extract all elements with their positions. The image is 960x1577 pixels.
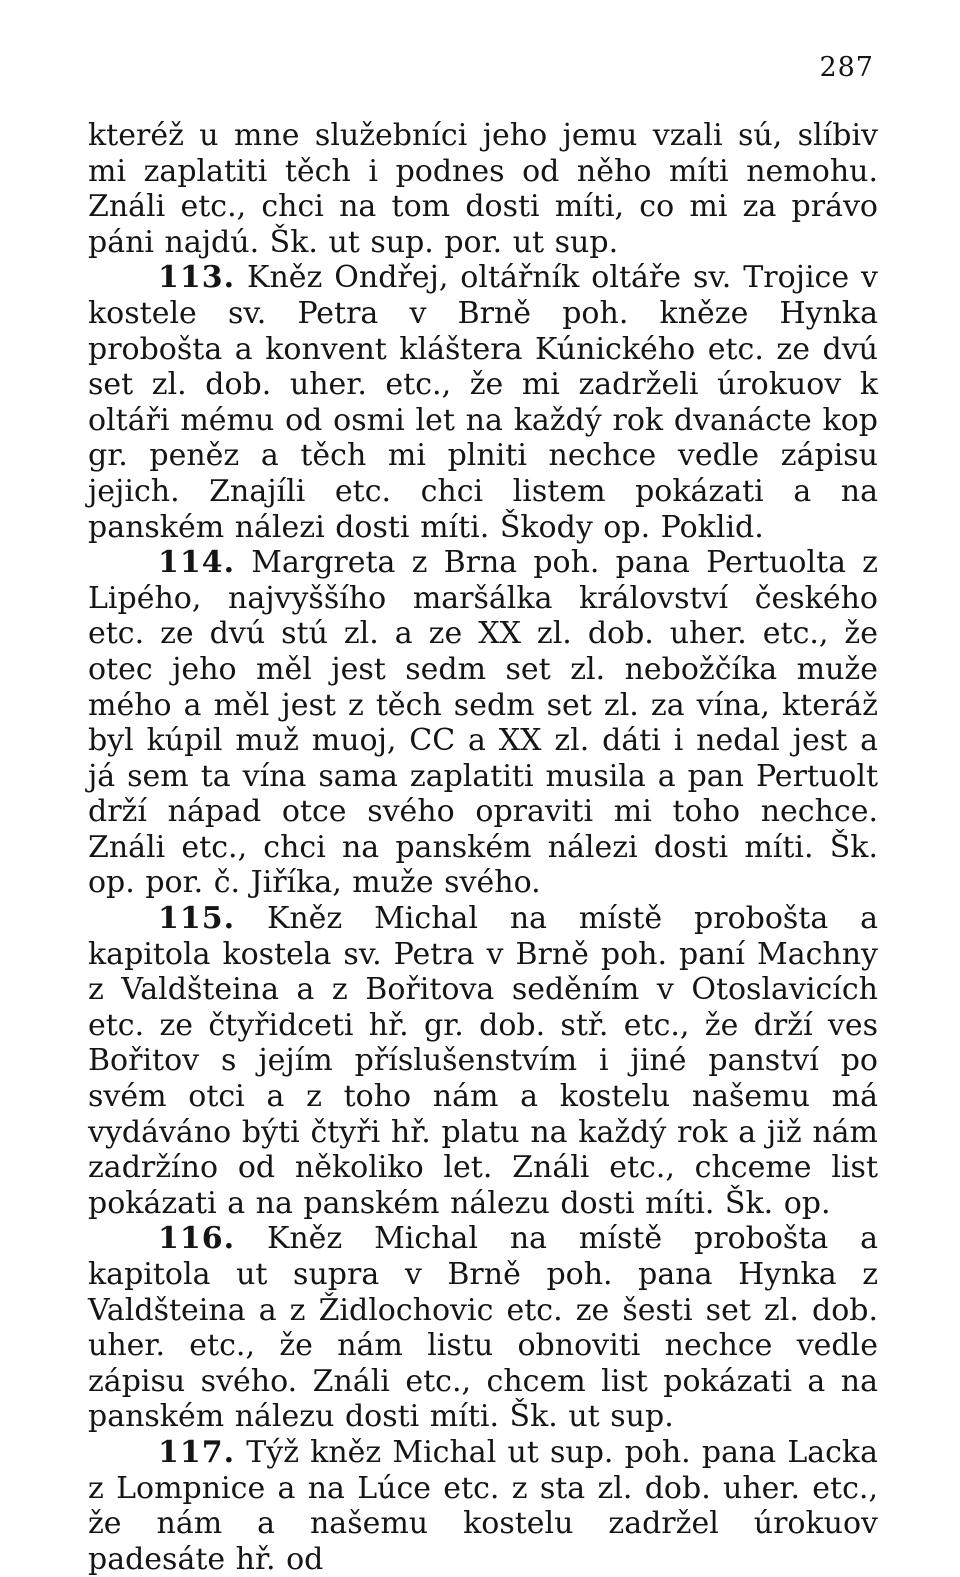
entry-text: Týž kněz Michal ut sup. poh. pana Lacka z Lompnice a na Lúce etc. z sta zl. dob. uher. etc., že nám a našemu kostelu zadržel úrokuov padesáte hř. od	[88, 1434, 878, 1577]
entry-text: Kněz Michal na místě probošta a kapitola kostela sv. Petra v Brně poh. paní Machny z Valdšteina a z Bořitova seděním v Otoslavicích etc. ze čtyřidceti hř. gr. dob. stř. etc., že drží ves Bořitov s jejím příslušenstvím i jiné panství po svém otci a z toho nám a kostelu našemu má vydáváno býti čtyři hř. platu na každý rok a již nám zadržíno od několiko let. Ználi etc., chceme list pokázati a na panském nálezu dosti míti. Šk. op.	[88, 901, 878, 1221]
page-number: 287	[819, 52, 874, 83]
entry-number: 115.	[158, 901, 236, 937]
entry-text: Kněz Ondřej, oltářník oltáře sv. Trojice v kostele sv. Petra v Brně poh. kněze Hynka probošta a konvent kláštera Kúnického etc. ze dvú set zl. dob. uher. etc., že mi zadrželi úrokuov k oltáři mému od osmi let na každý rok dvanácte kop gr. peněz a těch mi plniti nechce vedle zápisu jejich. Znajíli etc. chci listem pokázati a na panském nálezi dosti míti. Škody op. Poklid.	[88, 260, 878, 545]
entry-number: 117.	[158, 1434, 236, 1470]
paragraph-continuation	[88, 118, 878, 260]
paragraph-text: kteréž u mne služebníci jeho jemu vzali sú, slíbiv mi zaplatiti těch i podnes od něho míti nemohu. Ználi etc., chci na tom dosti míti, co mi za právo páni najdú. Šk. ut sup. por. ut sup.	[88, 118, 878, 260]
entry-number: 113.	[158, 260, 236, 296]
entry-text: Margreta z Brna poh. pana Pertuolta z Lipého, najvyššího maršálka království českého etc. ze dvú stú zl. a ze XX zl. dob. uher. etc., že otec jeho měl jest sedm set zl. nebožčíka muže mého a měl jest z těch sedm set zl. za vína, kteráž byl kúpil muž muoj, CC a XX zl. dáti i nedal jest a já sem ta vína sama zaplatiti musila a pan Pertuolt drží nápad otce svého opraviti mi toho nechce. Ználi etc., chci na panském nálezi dosti míti. Šk. op. por. č. Jiříka, muže svého.	[88, 545, 878, 901]
body-text	[88, 118, 878, 1577]
entry-115	[88, 901, 878, 1221]
entry-number: 114.	[158, 545, 236, 581]
entry-117	[88, 1435, 878, 1577]
entry-114	[88, 545, 878, 901]
entry-116	[88, 1221, 878, 1435]
entry-number: 116.	[158, 1221, 236, 1257]
entry-text: Kněz Michal na místě probošta a kapitola ut supra v Brně poh. pana Hynka z Valdšteina a z Židlochovic etc. ze šesti set zl. dob. uher. etc., že nám listu obnoviti nechce vedle zápisu svého. Ználi etc., chcem list pokázati a na panském nálezu dosti míti. Šk. ut sup.	[88, 1221, 878, 1435]
entry-113	[88, 260, 878, 545]
